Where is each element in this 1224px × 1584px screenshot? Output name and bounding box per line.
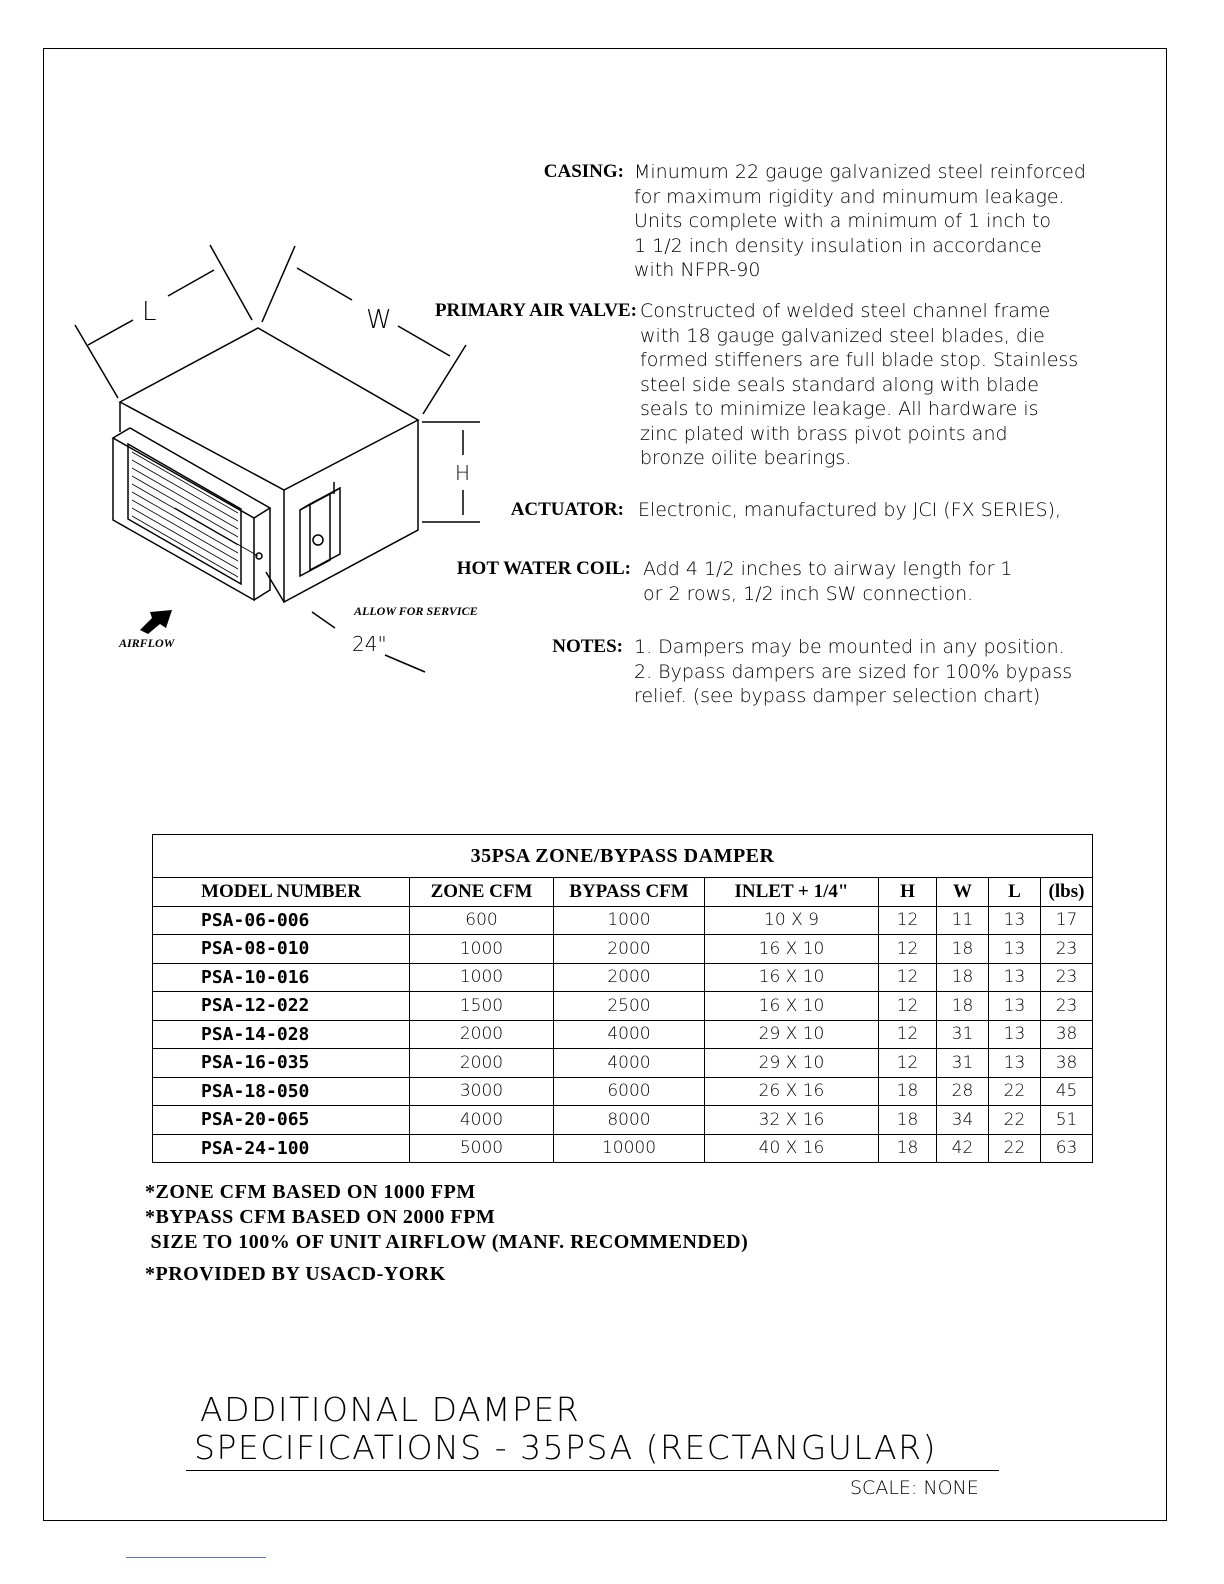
table-cell: 34 [937,1106,989,1135]
model-number-cell: PSA-14-028 [153,1020,410,1049]
table-cell: 38 [1041,1020,1093,1049]
service-label: ALLOW FOR SERVICE [354,604,478,618]
damper-isometric-drawing [60,230,480,690]
title-underline [186,1470,999,1471]
table-cell: 13 [989,1049,1041,1078]
table-header-cell: L [989,878,1041,907]
table-cell: 8000 [554,1106,705,1135]
table-cell: 38 [1041,1049,1093,1078]
table-cell: 16 X 10 [705,963,879,992]
table-cell: 1000 [554,906,705,935]
table-cell: 13 [989,935,1041,964]
model-number-cell: PSA-18-050 [153,1077,410,1106]
table-cell: 1500 [410,992,554,1021]
table-cell: 10000 [554,1134,705,1163]
table-header-row [153,878,1093,907]
footnote-size: SIZE TO 100% OF UNIT AIRFLOW (MANF. RECOMMENDED) [145,1231,749,1253]
table-cell: 32 X 16 [705,1106,879,1135]
table-row [153,1077,1093,1106]
dim-l-label: L [142,297,157,327]
table-row [153,1134,1093,1163]
title-line-2: SPECIFICATIONS - 35PSA (RECTANGULAR) [194,1428,937,1467]
table-cell: 600 [410,906,554,935]
model-number-cell: PSA-12-022 [153,992,410,1021]
table-header-cell: H [879,878,937,907]
table-cell: 42 [937,1134,989,1163]
table-cell: 1000 [410,935,554,964]
spec-label-casing: CASING: [543,161,624,182]
table-cell: 51 [1041,1106,1093,1135]
table-header-cell: MODEL NUMBER [153,878,410,907]
table-cell: 29 X 10 [705,1020,879,1049]
page-link-underline [126,1557,266,1558]
table-cell: 2000 [410,1020,554,1049]
table-cell: 11 [937,906,989,935]
table-cell: 17 [1041,906,1093,935]
table-cell: 12 [879,1049,937,1078]
table-cell: 2000 [410,1049,554,1078]
table-cell: 10 X 9 [705,906,879,935]
table-cell: 13 [989,963,1041,992]
table-cell: 22 [989,1077,1041,1106]
footnote-bypass: *BYPASS CFM BASED ON 2000 FPM [145,1206,496,1228]
table-cell: 12 [879,963,937,992]
airflow-label: AIRFLOW [119,636,175,650]
spec-label-actuator: ACTUATOR: [510,499,624,520]
model-number-cell: PSA-20-065 [153,1106,410,1135]
damper-table [152,834,1092,1163]
table-row [153,935,1093,964]
table-cell: 12 [879,906,937,935]
table-cell: 18 [937,992,989,1021]
table-row [153,906,1093,935]
table-cell: 3000 [410,1077,554,1106]
table-cell: 1000 [410,963,554,992]
table-cell: 23 [1041,992,1093,1021]
dim-w-label: W [366,305,392,335]
dim-h-label: H [455,461,471,485]
model-number-cell: PSA-16-035 [153,1049,410,1078]
table-row [153,1106,1093,1135]
table-row [153,1049,1093,1078]
spec-text-hot-water-coil: Add 4 1/2 inches to airway length for 1 or 2 rows, 1/2 inch SW connection. [643,558,1013,605]
table-cell: 2500 [554,992,705,1021]
model-number-cell: PSA-06-006 [153,906,410,935]
spec-text-actuator: Electronic, manufactured by JCI (FX SERIES), [638,499,1062,521]
footnote-zone: *ZONE CFM BASED ON 1000 FPM [145,1181,476,1203]
table-header-cell: W [937,878,989,907]
table-cell: 29 X 10 [705,1049,879,1078]
table-row [153,963,1093,992]
table-row [153,992,1093,1021]
table-cell: 26 X 16 [705,1077,879,1106]
service-dim-label: 24" [352,632,387,656]
table-cell: 45 [1041,1077,1093,1106]
table-cell: 13 [989,992,1041,1021]
spec-text-notes: 1. Dampers may be mounted in any position. 2. Bypass dampers are sized for 100% bypass relief. (see bypass damper selection chart) [634,636,1073,707]
table-cell: 16 X 10 [705,992,879,1021]
table-cell: 18 [879,1134,937,1163]
table-header-cell: BYPASS CFM [554,878,705,907]
table-cell: 4000 [410,1106,554,1135]
table-cell: 4000 [554,1049,705,1078]
table-cell: 12 [879,1020,937,1049]
table-cell: 13 [989,1020,1041,1049]
model-number-cell: PSA-08-010 [153,935,410,964]
table-cell: 18 [937,935,989,964]
table-cell: 4000 [554,1020,705,1049]
table-cell: 23 [1041,935,1093,964]
table-cell: 6000 [554,1077,705,1106]
table-cell: 12 [879,935,937,964]
table-cell: 63 [1041,1134,1093,1163]
table-cell: 2000 [554,935,705,964]
spec-label-notes: NOTES: [552,636,623,657]
table-cell: 5000 [410,1134,554,1163]
table-title: 35PSA ZONE/BYPASS DAMPER [153,835,1093,878]
table-header-cell: ZONE CFM [410,878,554,907]
table-cell: 31 [937,1020,989,1049]
table-cell: 12 [879,992,937,1021]
spec-label-primary-air-valve: PRIMARY AIR VALVE: [434,300,637,321]
table-cell: 2000 [554,963,705,992]
model-number-cell: PSA-10-016 [153,963,410,992]
table-cell: 31 [937,1049,989,1078]
table-cell: 18 [937,963,989,992]
table-cell: 22 [989,1134,1041,1163]
footnote-provided: *PROVIDED BY USACD-YORK [145,1263,446,1285]
title-line-1: ADDITIONAL DAMPER [200,1390,581,1429]
table-cell: 28 [937,1077,989,1106]
table-header-cell: (lbs) [1041,878,1093,907]
model-number-cell: PSA-24-100 [153,1134,410,1163]
table-cell: 18 [879,1106,937,1135]
table-header-cell: INLET + 1/4" [705,878,879,907]
table-cell: 23 [1041,963,1093,992]
table-cell: 18 [879,1077,937,1106]
airflow-arrow-icon [140,610,172,634]
spec-text-casing: Minumum 22 gauge galvanized steel reinforced for maximum rigidity and minumum leakage. Units complete with a minimum of 1 inch to 1 1/2 inch density insulation in accordance with NFPR-90 [634,161,1086,281]
table-cell: 16 X 10 [705,935,879,964]
table-cell: 40 X 16 [705,1134,879,1163]
table-row [153,1020,1093,1049]
spec-text-primary-air-valve: Constructed of welded steel channel frame with 18 gauge galvanized steel blades, die formed stiffeners are full blade stop. Stainless steel side seals standard along with blade seals to minimize leakage. All hardware is zinc plated with brass pivot points and bronze oilite bearings. [640,300,1079,469]
scale-label: SCALE: NONE [850,1477,979,1499]
table-cell: 22 [989,1106,1041,1135]
spec-label-hot-water-coil: HOT WATER COIL: [456,558,631,579]
table-cell: 13 [989,906,1041,935]
